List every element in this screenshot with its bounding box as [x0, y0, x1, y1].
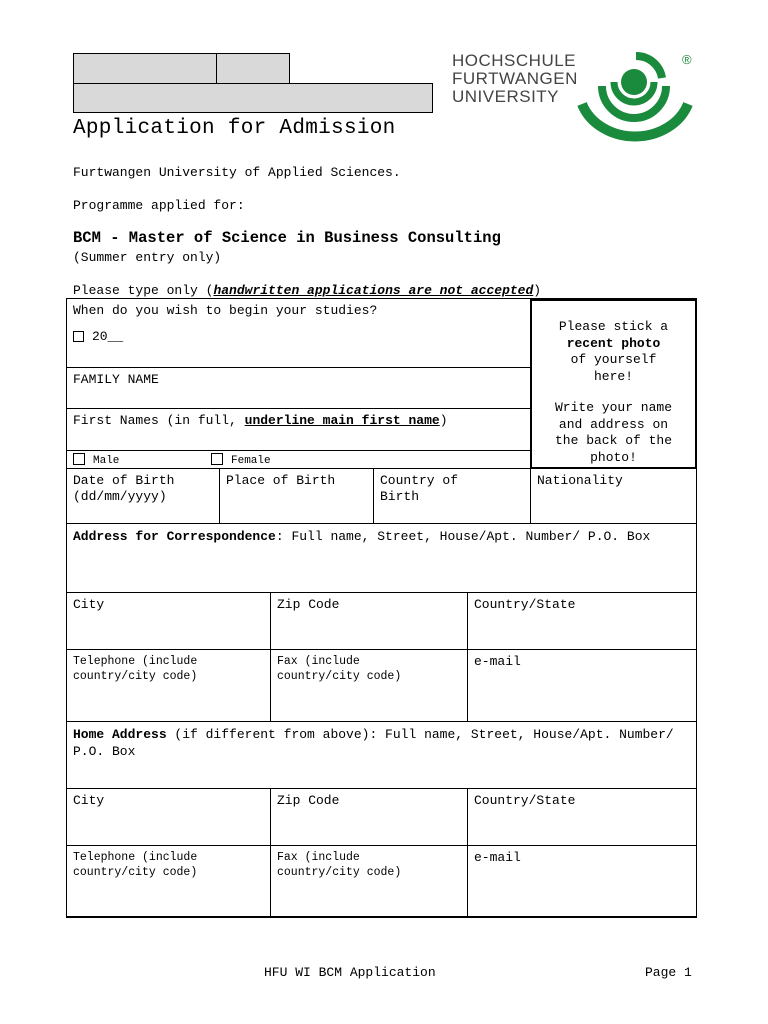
photo-line-4: here!	[593, 368, 633, 384]
corr-telephone-label: Telephone (include country/city code)	[73, 655, 198, 683]
photo-box[interactable]	[530, 299, 697, 469]
photo-line-1: Please stick a	[558, 319, 669, 334]
entry-note: (Summer entry only)	[73, 250, 222, 265]
home-email-cell[interactable]	[467, 845, 697, 918]
first-names-prefix: First Names (in full,	[73, 413, 245, 428]
place-of-birth-cell[interactable]	[219, 468, 374, 524]
first-names-suffix: )	[439, 413, 448, 428]
home-country-cell[interactable]	[467, 788, 697, 846]
male-label: Male	[93, 455, 120, 467]
family-name-label: FAMILY NAME	[73, 372, 159, 387]
photo-line-2: recent photo	[566, 335, 661, 351]
correspondence-address-label: Address for Correspondence	[73, 529, 276, 544]
home-zip-label: Zip Code	[277, 793, 340, 808]
begin-studies-checkbox[interactable]	[73, 331, 84, 342]
nationality-label: Nationality	[537, 473, 623, 488]
correspondence-address-cell[interactable]	[66, 523, 697, 593]
country-of-birth-label: Country of Birth	[380, 473, 459, 504]
photo-line-3: of yourself	[570, 352, 657, 367]
home-telephone-cell[interactable]	[66, 845, 271, 918]
country-of-birth-cell[interactable]	[373, 468, 531, 524]
logo-line-1: HOCHSCHULE	[452, 51, 577, 70]
corr-country-cell[interactable]	[467, 592, 697, 650]
reference-box-2	[216, 53, 290, 84]
home-address-hint: (if different from above): Full name, Street, House/Apt. Number/ P.O. Box	[73, 727, 674, 759]
logo-line-3: UNIVERSITY	[452, 87, 560, 106]
corr-country-label: Country/State	[474, 597, 576, 612]
photo-line-8: photo!	[590, 449, 637, 465]
female-checkbox[interactable]	[211, 453, 223, 465]
programme-label: Programme applied for:	[73, 198, 245, 213]
home-zip-cell[interactable]	[270, 788, 468, 846]
type-note-prefix: Please type only (	[73, 283, 214, 298]
female-label: Female	[231, 455, 271, 467]
gender-cell	[66, 450, 531, 469]
logo-emblem-icon	[574, 52, 698, 152]
programme-name: BCM - Master of Science in Business Consulting	[73, 229, 501, 247]
nationality-cell[interactable]	[530, 468, 697, 524]
corr-city-label: City	[73, 597, 105, 612]
home-address-cell[interactable]	[66, 721, 697, 789]
registered-mark: ®	[682, 52, 692, 67]
dob-label: Date of Birth (dd/mm/yyyy)	[73, 473, 175, 504]
photo-line-6: and address on	[558, 416, 669, 432]
home-city-label: City	[73, 793, 105, 808]
home-fax-cell[interactable]	[270, 845, 468, 918]
family-name-cell[interactable]	[66, 367, 531, 409]
footer-title: HFU WI BCM Application	[264, 965, 436, 980]
logo-line-2: FURTWANGEN	[452, 69, 578, 88]
first-names-emphasis: underline main first name	[244, 413, 440, 428]
reference-box-1	[73, 53, 218, 84]
male-checkbox[interactable]	[73, 453, 85, 465]
corr-zip-label: Zip Code	[277, 597, 340, 612]
university-line: Furtwangen University of Applied Sciences.	[73, 165, 401, 180]
begin-studies-cell	[66, 298, 531, 368]
home-address-label: Home Address	[73, 727, 167, 742]
corr-email-cell[interactable]	[467, 649, 697, 722]
corr-telephone-cell[interactable]	[66, 649, 271, 722]
home-telephone-label: Telephone (include country/city code)	[73, 851, 198, 879]
home-country-label: Country/State	[474, 793, 576, 808]
page-number: Page 1	[645, 965, 692, 980]
dob-cell[interactable]	[66, 468, 220, 524]
corr-fax-cell[interactable]	[270, 649, 468, 722]
corr-zip-cell[interactable]	[270, 592, 468, 650]
corr-fax-label: Fax (include country/city code)	[277, 655, 402, 683]
reference-box-3	[73, 83, 433, 113]
corr-email-label: e-mail	[474, 654, 521, 669]
type-note-emphasis: handwritten applications are not accepted	[213, 283, 534, 298]
home-city-cell[interactable]	[66, 788, 271, 846]
first-names-cell[interactable]	[66, 408, 531, 451]
year-field[interactable]: 20__	[92, 329, 124, 344]
home-fax-label: Fax (include country/city code)	[277, 851, 402, 879]
photo-line-7: the back of the	[554, 433, 673, 448]
begin-studies-question: When do you wish to begin your studies?	[73, 303, 378, 318]
place-of-birth-label: Place of Birth	[226, 473, 336, 488]
home-email-label: e-mail	[474, 850, 521, 865]
corr-city-cell[interactable]	[66, 592, 271, 650]
photo-line-5: Write your name	[554, 400, 673, 415]
page-title: Application for Admission	[73, 117, 396, 140]
type-note-suffix: )	[533, 283, 542, 298]
type-note	[73, 283, 541, 298]
correspondence-address-hint: : Full name, Street, House/Apt. Number/ P.O. Box	[275, 529, 651, 544]
university-logo	[452, 52, 702, 152]
